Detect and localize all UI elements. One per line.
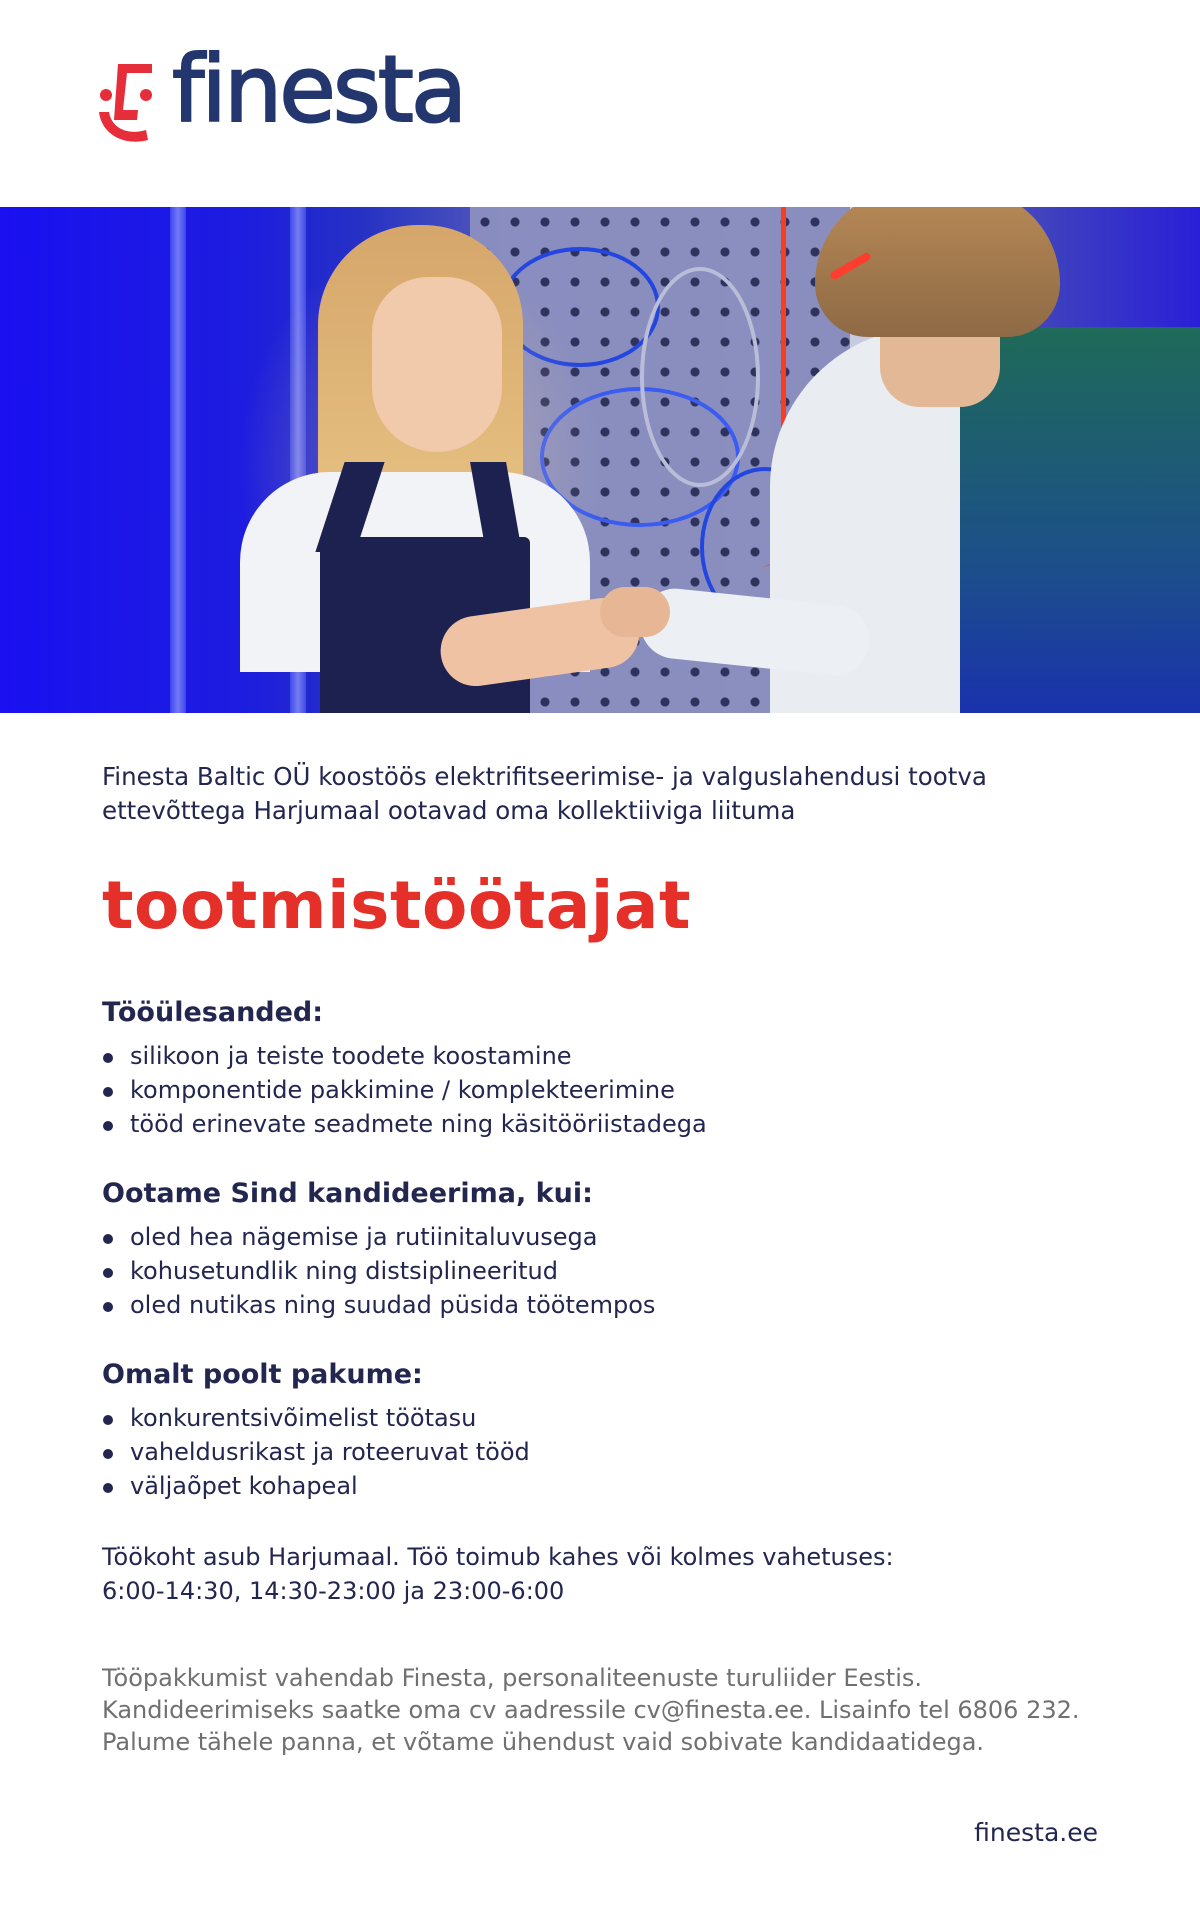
bullet-icon (103, 1268, 113, 1278)
hero-photo (0, 207, 1200, 713)
bullet-icon (103, 1483, 113, 1493)
finesta-wordmark: finesta (172, 36, 465, 143)
section-title-requirements: Ootame Sind kandideerima, kui: (102, 1178, 593, 1209)
list-item: konkurentsivõimelist töötasu (102, 1401, 530, 1435)
list-item: silikoon ja teiste toodete koostamine (102, 1039, 707, 1073)
application-instructions (102, 1662, 1080, 1758)
list-item: oled nutikas ning suudad püsida töötempos (102, 1288, 655, 1322)
work-location-shifts (102, 1540, 894, 1608)
list-item: komponentide pakkimine / komplekteerimine (102, 1073, 707, 1107)
list-item: tööd erinevate seadmete ning käsitööriistadega (102, 1107, 707, 1141)
intro-line: Finesta Baltic OÜ koostöös elektrifitseerimise- ja valguslahendusi tootva (102, 762, 987, 791)
finesta-face-mark-icon (96, 60, 158, 146)
bullet-icon (103, 1121, 113, 1131)
bullet-icon (103, 1302, 113, 1312)
job-title-headline: tootmistöötajat (102, 867, 691, 944)
finesta-logo (96, 36, 486, 150)
list-item: oled hea nägemise ja rutiinitaluvusega (102, 1220, 655, 1254)
website-link[interactable]: finesta.ee (974, 1818, 1098, 1847)
section-title-tasks: Tööülesanded: (102, 997, 324, 1028)
bullet-icon (103, 1415, 113, 1425)
intro-line: ettevõttega Harjumaal ootavad oma kollektiiviga liituma (102, 796, 796, 825)
list-item: väljaõpet kohapeal (102, 1469, 530, 1503)
shift-times: 6:00-14:30, 14:30-23:00 ja 23:00-6:00 (102, 1577, 565, 1605)
tasks-list (102, 1039, 707, 1141)
bullet-icon (103, 1234, 113, 1244)
footer-line: Tööpakkumist vahendab Finesta, personaliteenuste turuliider Eestis. (102, 1664, 922, 1692)
section-title-offer: Omalt poolt pakume: (102, 1359, 423, 1390)
bullet-icon (103, 1087, 113, 1097)
list-item: kohusetundlik ning distsiplineeritud (102, 1254, 655, 1288)
footer-line-contact: Kandideerimiseks saatke oma cv aadressile cv@finesta.ee. Lisainfo tel 6806 232. (102, 1696, 1080, 1724)
work-info-line: Töökoht asub Harjumaal. Töö toimub kahes või kolmes vahetuses: (102, 1543, 894, 1571)
intro-paragraph (102, 760, 987, 828)
bullet-icon (103, 1449, 113, 1459)
bullet-icon (103, 1053, 113, 1063)
offer-list (102, 1401, 530, 1503)
footer-line: Palume tähele panna, et võtame ühendust vaid sobivate kandidaatidega. (102, 1728, 985, 1756)
list-item: vaheldusrikast ja roteeruvat tööd (102, 1435, 530, 1469)
requirements-list (102, 1220, 655, 1322)
